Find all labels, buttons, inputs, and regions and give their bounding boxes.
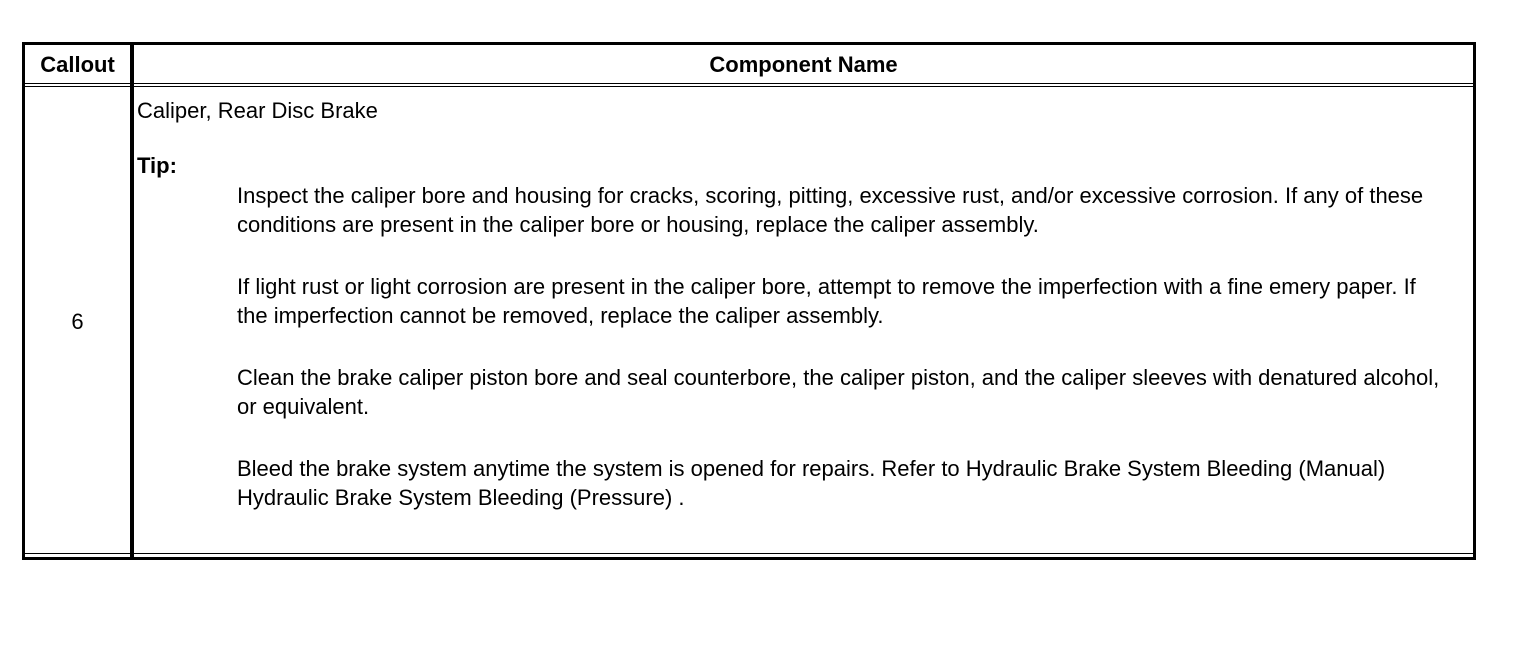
- table-bottom-rule: [25, 553, 1473, 557]
- header-component-name: Component Name: [709, 52, 898, 77]
- tip-paragraph-inspect: Inspect the caliper bore and housing for cracks, scoring, pitting, excessive rust, and/or excessive corrosion. If any of these conditions are present in the caliper bore or housing, replace the caliper assembly.: [237, 183, 1424, 237]
- tip-paragraph-rust: If light rust or light corrosion are present in the caliper bore, attempt to remove the imperfection with a fine emery paper. If the imperfection cannot be removed, replace the caliper assembly.: [237, 274, 1416, 328]
- component-name: Caliper, Rear Disc Brake: [137, 98, 378, 123]
- table-header-row: [25, 45, 1473, 87]
- callout-number: 6: [71, 309, 84, 334]
- tip-list: [237, 181, 1449, 512]
- tip-paragraph-clean: Clean the brake caliper piston bore and seal counterbore, the caliper piston, and the caliper sleeves with denatured alcohol, or equivalent.: [237, 365, 1440, 419]
- component-table: [22, 42, 1476, 560]
- tip-label: Tip:: [137, 153, 177, 178]
- component-cell: [137, 97, 1449, 545]
- tip-paragraph-bleed: Bleed the brake system anytime the system is opened for repairs. Refer to Hydraulic Brake System Bleeding (Manual) Hydraulic Brake System Bleeding (Pressure) .: [237, 456, 1386, 510]
- column-divider: [130, 45, 134, 557]
- header-callout: Callout: [40, 52, 115, 77]
